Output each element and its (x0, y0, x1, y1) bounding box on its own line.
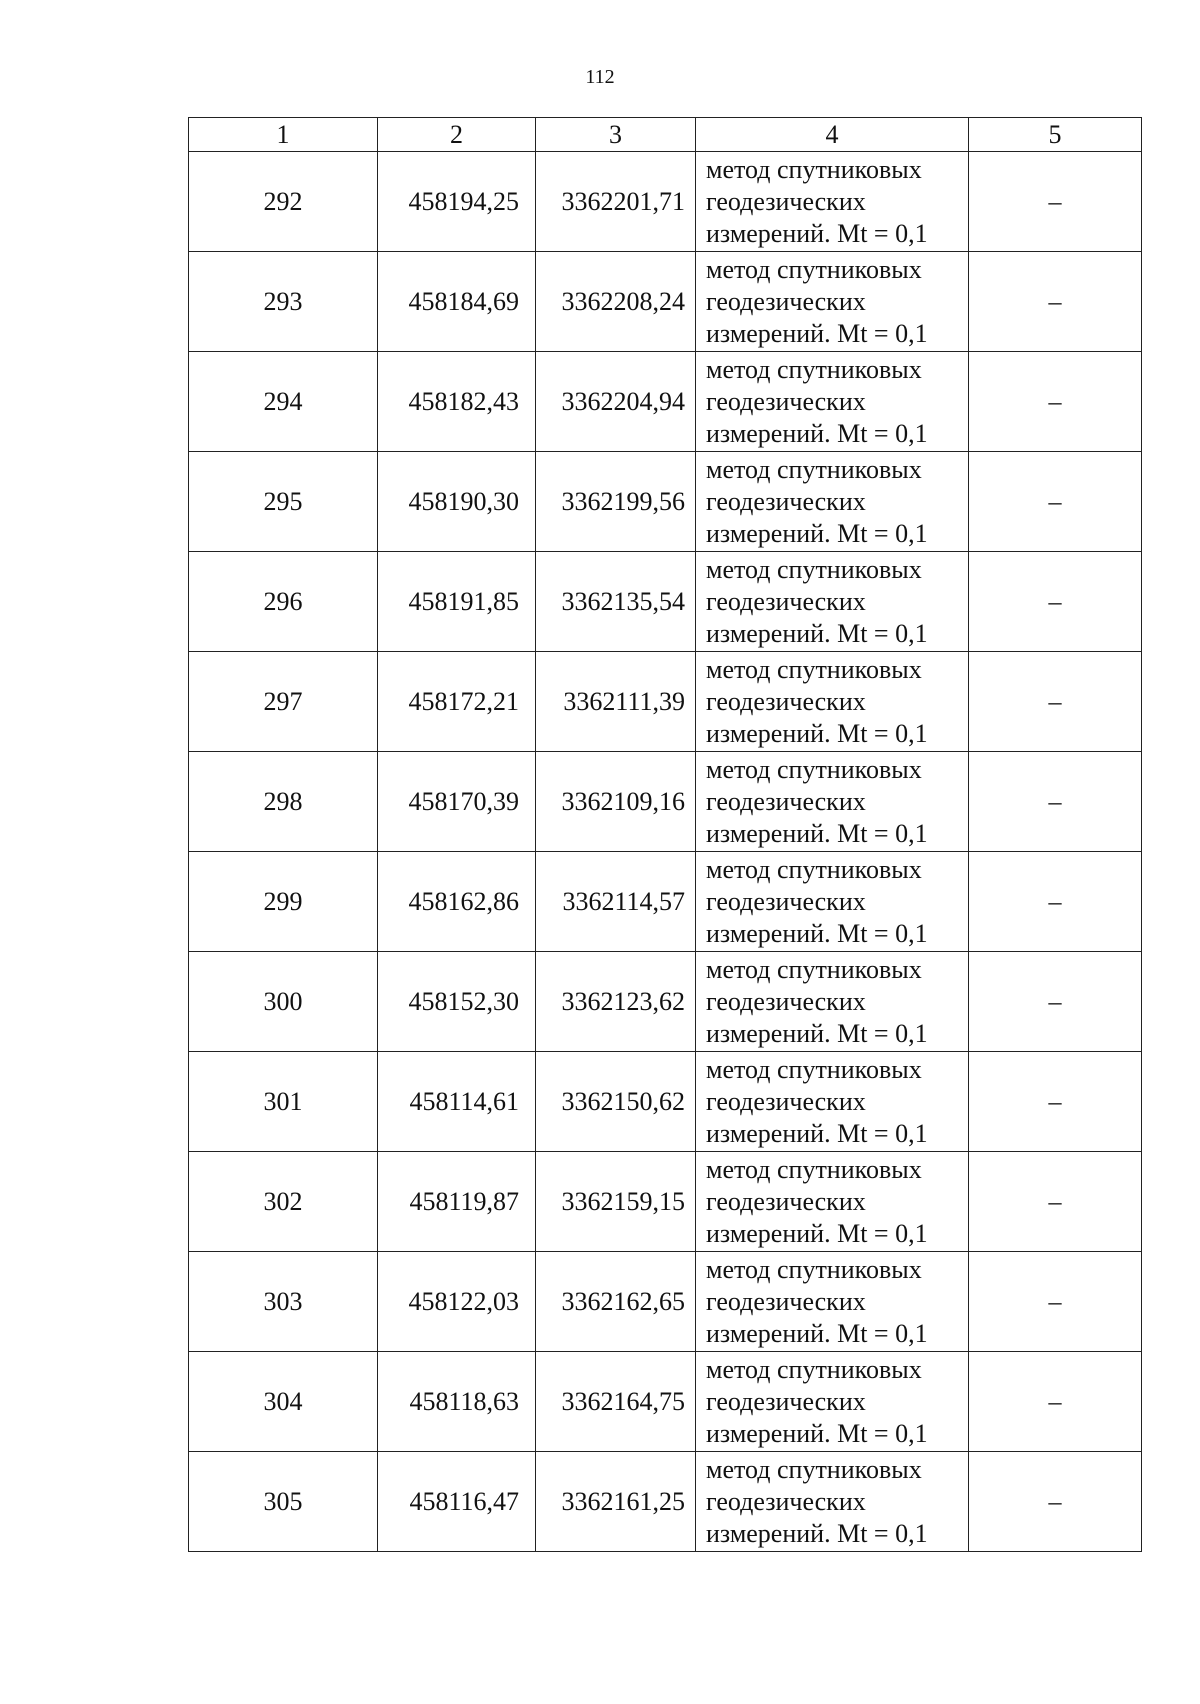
table-row (189, 752, 1142, 852)
method-line: геодезических (706, 986, 866, 1016)
note-cell: – (969, 352, 1142, 452)
method-line: геодезических (706, 1286, 866, 1316)
table-row (189, 1052, 1142, 1152)
column-header-1: 1 (189, 118, 378, 152)
method-line: геодезических (706, 1086, 866, 1116)
point-number: 294 (189, 352, 378, 452)
method-line: метод спутниковых (706, 1154, 922, 1184)
method-line: метод спутниковых (706, 854, 922, 884)
method-line: геодезических (706, 1186, 866, 1216)
note-cell: – (969, 852, 1142, 952)
coordinate-y: 3362159,15 (536, 1152, 696, 1252)
table-row (189, 952, 1142, 1052)
method-description (696, 452, 969, 552)
coordinate-x: 458191,85 (378, 552, 536, 652)
coordinate-x: 458116,47 (378, 1452, 536, 1552)
method-line: измерений. Mt = 0,1 (706, 318, 928, 348)
method-line: метод спутниковых (706, 254, 922, 284)
method-line: измерений. Mt = 0,1 (706, 1218, 928, 1248)
column-header-3: 3 (536, 118, 696, 152)
coordinate-x: 458190,30 (378, 452, 536, 552)
method-description (696, 352, 969, 452)
table-row (189, 1352, 1142, 1452)
method-line: метод спутниковых (706, 554, 922, 584)
note-cell: – (969, 1252, 1142, 1352)
column-header-5: 5 (969, 118, 1142, 152)
coordinate-x: 458119,87 (378, 1152, 536, 1252)
method-description (696, 152, 969, 252)
coordinate-x: 458194,25 (378, 152, 536, 252)
point-number: 301 (189, 1052, 378, 1152)
point-number: 298 (189, 752, 378, 852)
note-cell: – (969, 552, 1142, 652)
method-line: измерений. Mt = 0,1 (706, 218, 928, 248)
method-description (696, 552, 969, 652)
coordinate-x: 458152,30 (378, 952, 536, 1052)
column-header-2: 2 (378, 118, 536, 152)
method-line: метод спутниковых (706, 654, 922, 684)
coordinate-x: 458114,61 (378, 1052, 536, 1152)
coordinate-x: 458162,86 (378, 852, 536, 952)
method-line: геодезических (706, 886, 866, 916)
method-line: измерений. Mt = 0,1 (706, 618, 928, 648)
coordinate-y: 3362199,56 (536, 452, 696, 552)
table-row (189, 1152, 1142, 1252)
method-line: геодезических (706, 486, 866, 516)
coordinate-y: 3362161,25 (536, 1452, 696, 1552)
coordinate-y: 3362208,24 (536, 252, 696, 352)
note-cell: – (969, 152, 1142, 252)
method-line: геодезических (706, 1486, 866, 1516)
method-line: метод спутниковых (706, 1454, 922, 1484)
table-row (189, 352, 1142, 452)
method-description (696, 1052, 969, 1152)
method-line: измерений. Mt = 0,1 (706, 1118, 928, 1148)
point-number: 295 (189, 452, 378, 552)
method-line: геодезических (706, 1386, 866, 1416)
method-line: геодезических (706, 286, 866, 316)
note-cell: – (969, 1452, 1142, 1552)
table-row (189, 1252, 1142, 1352)
coordinate-y: 3362201,71 (536, 152, 696, 252)
method-line: метод спутниковых (706, 954, 922, 984)
point-number: 297 (189, 652, 378, 752)
method-description (696, 952, 969, 1052)
method-description (696, 752, 969, 852)
coordinate-x: 458118,63 (378, 1352, 536, 1452)
note-cell: – (969, 452, 1142, 552)
method-line: измерений. Mt = 0,1 (706, 518, 928, 548)
table-row (189, 852, 1142, 952)
coordinate-y: 3362135,54 (536, 552, 696, 652)
method-line: геодезических (706, 386, 866, 416)
note-cell: – (969, 1352, 1142, 1452)
note-cell: – (969, 952, 1142, 1052)
coordinate-x: 458184,69 (378, 252, 536, 352)
method-description (696, 1452, 969, 1552)
method-description (696, 1252, 969, 1352)
method-line: геодезических (706, 686, 866, 716)
coordinate-x: 458172,21 (378, 652, 536, 752)
note-cell: – (969, 652, 1142, 752)
coordinate-x: 458122,03 (378, 1252, 536, 1352)
method-description (696, 252, 969, 352)
method-line: геодезических (706, 786, 866, 816)
method-line: измерений. Mt = 0,1 (706, 718, 928, 748)
coordinate-x: 458182,43 (378, 352, 536, 452)
coordinate-y: 3362204,94 (536, 352, 696, 452)
point-number: 303 (189, 1252, 378, 1352)
method-line: метод спутниковых (706, 1254, 922, 1284)
point-number: 305 (189, 1452, 378, 1552)
table-row (189, 252, 1142, 352)
method-description (696, 1352, 969, 1452)
point-number: 300 (189, 952, 378, 1052)
note-cell: – (969, 1152, 1142, 1252)
table-body (189, 152, 1142, 1552)
table-row (189, 552, 1142, 652)
point-number: 296 (189, 552, 378, 652)
method-description (696, 852, 969, 952)
method-line: измерений. Mt = 0,1 (706, 1418, 928, 1448)
method-line: геодезических (706, 186, 866, 216)
method-description (696, 652, 969, 752)
column-header-4: 4 (696, 118, 969, 152)
page-number: 112 (585, 66, 615, 88)
method-line: метод спутниковых (706, 454, 922, 484)
coordinate-y: 3362164,75 (536, 1352, 696, 1452)
table-row (189, 452, 1142, 552)
method-line: измерений. Mt = 0,1 (706, 418, 928, 448)
table-row (189, 652, 1142, 752)
note-cell: – (969, 1052, 1142, 1152)
coordinate-y: 3362109,16 (536, 752, 696, 852)
coordinate-y: 3362162,65 (536, 1252, 696, 1352)
coordinate-x: 458170,39 (378, 752, 536, 852)
method-line: измерений. Mt = 0,1 (706, 1318, 928, 1348)
method-line: измерений. Mt = 0,1 (706, 1018, 928, 1048)
table-header-row (189, 118, 1142, 152)
method-line: геодезических (706, 586, 866, 616)
method-line: метод спутниковых (706, 1054, 922, 1084)
coordinate-y: 3362150,62 (536, 1052, 696, 1152)
point-number: 293 (189, 252, 378, 352)
coordinates-table (188, 117, 1142, 1552)
coordinate-y: 3362111,39 (536, 652, 696, 752)
method-line: измерений. Mt = 0,1 (706, 818, 928, 848)
method-line: измерений. Mt = 0,1 (706, 918, 928, 948)
point-number: 299 (189, 852, 378, 952)
coordinate-y: 3362123,62 (536, 952, 696, 1052)
method-line: метод спутниковых (706, 1354, 922, 1384)
method-line: измерений. Mt = 0,1 (706, 1518, 928, 1548)
method-line: метод спутниковых (706, 154, 922, 184)
table-row (189, 1452, 1142, 1552)
point-number: 304 (189, 1352, 378, 1452)
point-number: 292 (189, 152, 378, 252)
note-cell: – (969, 252, 1142, 352)
method-description (696, 1152, 969, 1252)
table-row (189, 152, 1142, 252)
method-line: метод спутниковых (706, 754, 922, 784)
method-line: метод спутниковых (706, 354, 922, 384)
point-number: 302 (189, 1152, 378, 1252)
coordinate-y: 3362114,57 (536, 852, 696, 952)
note-cell: – (969, 752, 1142, 852)
